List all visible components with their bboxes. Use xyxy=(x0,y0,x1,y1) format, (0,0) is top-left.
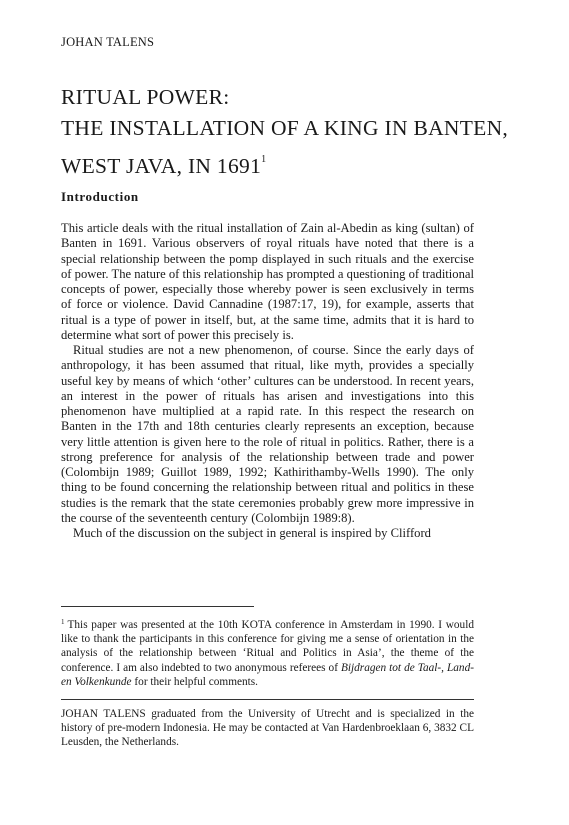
bio-divider xyxy=(61,699,474,700)
title-line-3-text: WEST JAVA, IN 1691 xyxy=(61,154,262,178)
footnote xyxy=(61,615,474,689)
paragraph: Ritual studies are not a new phenomenon, of course. Since the early days of anthropology, it has been assumed that ritual, like myth, provides a specially useful key by means of which ‘other’ cultures can be understood. In recent years, an interest in the power of rituals has arisen and investigations into this phenomenon have multiplied at a rapid rate. In this respect the research on Banten in the 17th and 18th centuries clearly represents an exception, because very little attention is given here to the role of ritual in politics. Rather, there is a strong preference for analysis of the relationship between trade and power (Colombijn 1989; Guillot 1989, 1992; Kathirithamby-Wells 1990). The only thing to be found concerning the relationship between ritual and politics in these studies is the remark that the state ceremonies probably grew more impressive in the course of the seventeenth century (Colombijn 1989:8). xyxy=(61,343,474,525)
section-heading: Introduction xyxy=(61,189,139,204)
footnote-divider xyxy=(61,606,254,607)
title-line-3 xyxy=(61,144,531,182)
footnote-journal-title: Bijdragen tot de Taal-, Land- en Volkenkunde xyxy=(61,661,474,688)
running-head: JOHAN TALENS xyxy=(61,35,155,49)
footnote-text-end: for their helpful comments. xyxy=(131,675,259,688)
author-bio: JOHAN TALENS graduated from the University of Utrecht and is specialized in the history of pre-modern Indonesia. He may be contacted at Van Hardenbroeklaan 6, 3832 CL Leusden, the Netherlands. xyxy=(61,708,474,749)
title-line-2: THE INSTALLATION OF A KING IN BANTEN, xyxy=(61,116,509,140)
paragraph: This article deals with the ritual installation of Zain al-Abedin as king (sultan) of Banten in 1691. Various observers of royal rituals have noted that there is a special relationship between the pomp displayed in such rituals and the exercise of power. The nature of this relationship has prompted a questioning of traditional concepts of power, especially those whereby power is seen exclusively in terms of force or violence. David Cannadine (1987:17, 19), for example, asserts that ritual is a type of power in itself, but, at the same time, admits that it is hard to determine what sort of power this precisely is. xyxy=(61,221,474,342)
article-title xyxy=(61,82,531,182)
article-body xyxy=(61,221,474,541)
title-footnote-mark[interactable]: 1 xyxy=(261,154,267,165)
footnote-text: This paper was presented at the 10th KOTA conference in Amsterdam in 1990. I would like to thank the participants in this conference for giving me a sense of orientation in the analysis of the relationship between ‘Ritual and Politics in Asia’, the theme of the conference. I am also indebted to two anonymous referees of xyxy=(61,619,474,674)
title-line-1: RITUAL POWER: xyxy=(61,85,230,109)
paragraph: Much of the discussion on the subject in general is inspired by Clifford xyxy=(73,526,431,540)
footnote-mark: 1 xyxy=(61,618,65,626)
